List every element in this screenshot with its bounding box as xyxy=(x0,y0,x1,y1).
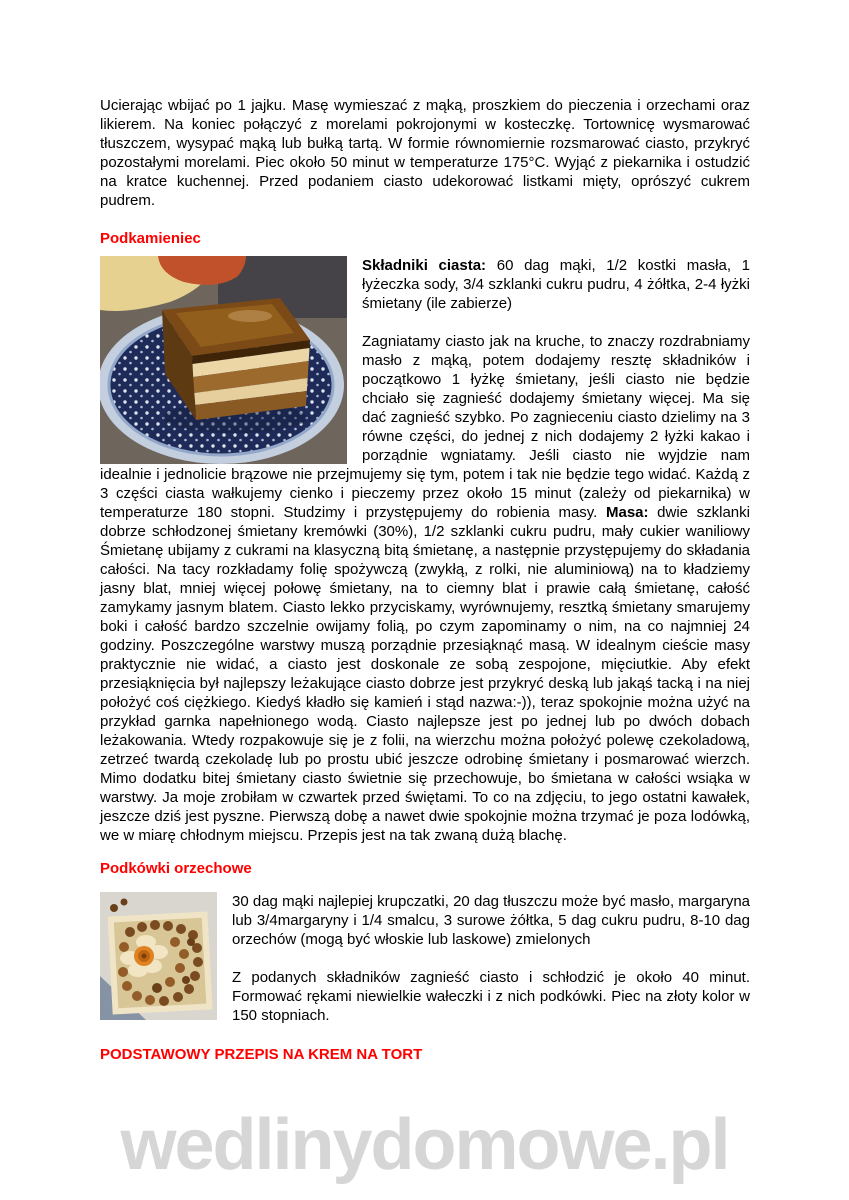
nuts-photo-illustration xyxy=(100,892,217,1020)
podkowki-method-paragraph: Z podanych składników zagnieść ciasto i schłodzić je około 40 minut. Formować rękami niewielkie wałeczki i z nich podkówki. Piec na złoty kolor w 150 stopniach. xyxy=(232,969,750,1024)
podkowki-ingredients-paragraph: 30 dag mąki najlepiej krupczatki, 20 dag tłuszczu może być masło, margaryna lub 3/4margaryny i 1/4 smalcu, 3 surowe żółtka, 5 dag cukru pudru, 8-10 dag orzechów (mogą być włoskie lub laskowe) zmielonych xyxy=(232,893,750,948)
ingredients-label: Składniki ciasta: xyxy=(362,257,487,274)
cake-photo xyxy=(100,256,347,464)
section-heading-podkamieniec: Podkamieniec xyxy=(100,230,201,247)
section-heading-podkowki: Podkówki orzechowe xyxy=(100,860,252,877)
body-text-before-masa: Zagniatamy ciasto jak na kruche, to znaczy rozdrabniamy masło z mąką, potem dodajemy resztę składników i początkowo 1 łyżkę śmietany, jeśli ciasto nie będzie chciało się zagnieść dodajemy śmietany więcej. Ma się dać zagnieść szybko. Po zagnieceniu ciasto dzielimy na 3 równe części, do jednej z nich dodajemy 2 łyżki kakao i porządnie wgniatamy. Jeśli ciasto nie wyjdzie nam idealnie i jednolicie brązowe nie przejmujemy się tym, potem i tak nie będzie tego widać. Każdą z 3 części ciasta wałkujemy cienko i pieczemy przez około 15 minut (zależy od piekarnika) w temperaturze 180 stopni. Studzimy i przystępujemy do robienia masy. xyxy=(100,333,750,521)
section-heading-krem: PODSTAWOWY PRZEPIS NA KREM NA TORT xyxy=(100,1046,423,1063)
cake-photo-illustration xyxy=(100,256,347,464)
ingredients-text: 60 dag mąki, 1/2 kostki masła, 1 łyżeczka sody, 3/4 szklanki cukru pudru, 4 żółtka, 2-4 łyżki śmietany (ile zabierze) xyxy=(362,257,750,312)
page-content xyxy=(100,96,750,1064)
masa-label: Masa: xyxy=(605,504,649,521)
body-text-after-masa: dwie szklanki dobrze schłodzonej śmietany kremówki (30%), 1/2 szklanki cukru pudru, mały cukier waniliowy Śmietanę ubijamy z cukrami na klasyczną bitą śmietanę, a następnie przystępujemy do składania całości. Na tacy rozkładamy folię spożywczą (zwykłą, z rolki, nie aluminiową) na to kładziemy jasny blat, mniej więcej połowę śmietany, na to ciemny blat i prawie całą śmietanę, całość zamykamy jasnym blatem. Ciasto lekko przyciskamy, wyrównujemy, resztką śmietany smarujemy boki i całość bardzo szczelnie owijamy folią, po czym zapominamy o nim, na co najmniej 24 godziny. Poszczególne warstwy muszą porządnie przesiąknąć masą. W idealnym cieście masy praktycznie nie widać, a ciasto jest doskonale ze sobą zespojone, mięciutkie. Aby efekt przesiąknięcia był najlepszy leżakujące ciasto dobrze jest przykryć deską lub jakąś tacką i na niej położyć coś ciężkiego. Kiedyś kładło się kamień i stąd nazwa:-)), teraz spokojnie można użyć na przykład garnka napełnionego wodą. Ciasto najlepsze jest po jednej lub po dwóch dobach leżakowania. Wtedy rozpakowuje się je z folii, na wierzchu można położyć polewę czekoladową, zetrzeć twardą czekoladę lub po prostu ubić jeszcze odrobinę śmietany i posmarować wierzch. Mimo dodatku bitej śmietany ciasto świetnie się przechowuje, bo śmietana w całości wsiąka w warstwy. Ja moje zrobiłam w czwartek przed świętami. To co na zdjęciu, to jego ostatni kawałek, jeszcze dziś jest pyszne. Pierwszą dobę a nawet dwie spokojnie można trzymać je poza lodówką, we w miarę chłodnym miejscu. Przepis jest na tak zwaną dużą blachę. xyxy=(100,504,750,844)
nuts-photo xyxy=(100,892,217,1020)
watermark-text: wedlinydomowe.pl xyxy=(120,1105,729,1185)
intro-paragraph: Ucierając wbijać po 1 jajku. Masę wymieszać z mąką, proszkiem do pieczenia i orzechami oraz likierem. Na koniec połączyć z morelami pokrojonymi w kosteczkę. Tortownicę wysmarować tłuszczem, wysypać mąką lub bułką tartą. W formie równomiernie rozsmarować ciasto, przykryć pozostałymi morelami. Piec około 50 minut w temperaturze 175°C. Wyjąć z piekarnika i ostudzić na kratce kuchennej. Przed podaniem ciasto udekorować listkami mięty, oprószyć cukrem pudrem. xyxy=(100,97,750,209)
